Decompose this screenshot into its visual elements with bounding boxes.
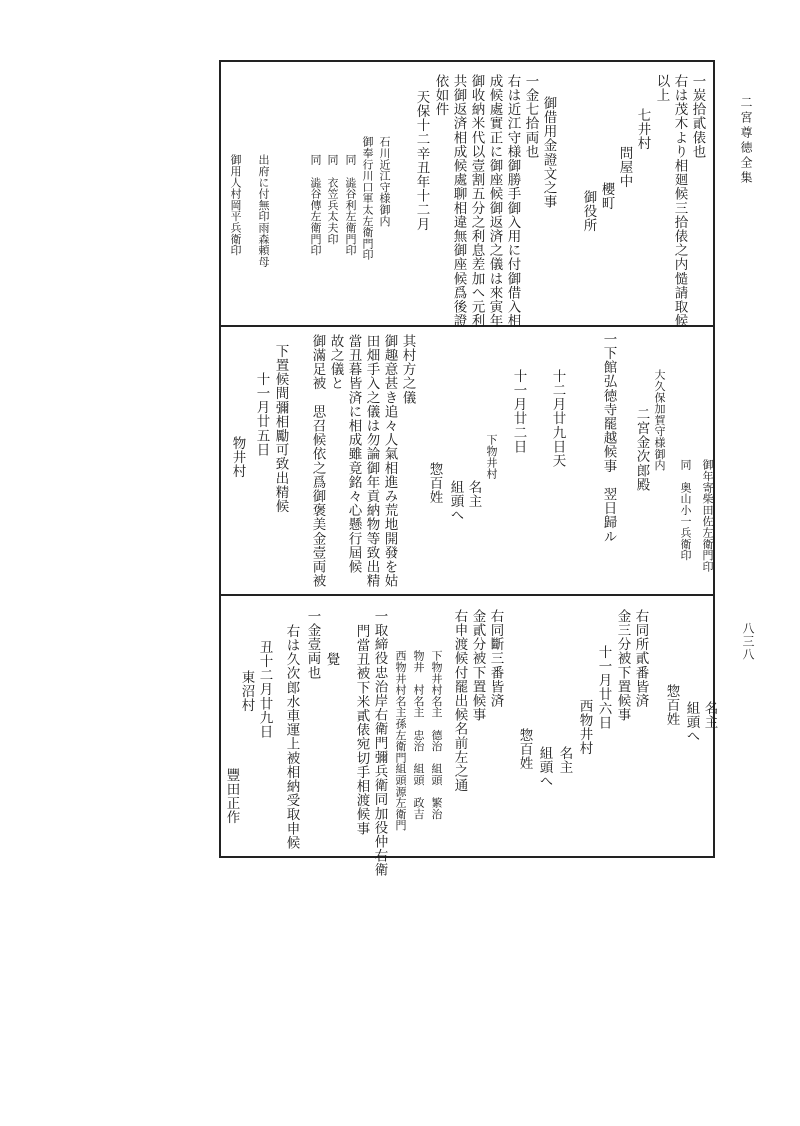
text-column: 石川近江守様御内: [378, 136, 391, 227]
text-column: 名主: [556, 746, 573, 775]
document-frame: [219, 60, 718, 877]
page-number: 八三八: [741, 622, 755, 661]
text-column: 御奉行川口軍太左衛門印: [361, 136, 374, 261]
text-column: 同 澁谷傳左衛門印: [309, 154, 322, 256]
text-column: 丑十二月廿九日: [256, 640, 273, 739]
text-column: 惣百姓: [663, 684, 680, 727]
text-column: 右申渡候付罷出候名前左之通: [451, 609, 468, 793]
text-column: 惣百姓: [426, 462, 443, 505]
text-column: 組頭へ: [536, 746, 553, 789]
text-column: 右は近江守様御勝手御入用に付御借入相: [504, 74, 521, 328]
text-column: 十一月廿六日: [595, 645, 612, 730]
text-column: 門當丑被下米貳俵宛切手相渡候事: [353, 624, 370, 836]
text-column: 右は茂木より相廻候三拾俵之内慥請取候: [671, 74, 688, 328]
text-column: 覺: [323, 652, 340, 667]
text-column: 一金壹両也: [304, 609, 321, 680]
text-column: 西物井村名主孫左衛門組頭源左衛門: [394, 650, 407, 831]
text-column: 下物井村名主 德治 組頭 繁治: [430, 650, 443, 820]
text-column: 西物井村: [576, 699, 593, 756]
text-column: 組頭へ: [447, 480, 464, 523]
text-column: 惣百姓: [516, 728, 533, 771]
text-column: 右は久次郎水車運上被相納受取申候: [283, 624, 300, 850]
text-column: 名主: [701, 701, 718, 730]
text-column: 同 奥山小一兵衛印: [679, 459, 692, 561]
section-divider-top: [221, 325, 713, 327]
text-column: 成候處實正に御座候御返済之儀は來寅年: [486, 74, 503, 328]
text-column: 御年寄柴田佐左衛門印: [701, 459, 714, 572]
text-column: 一取締役忠治岸右衛門彌兵衛同加役仲右衛: [371, 609, 388, 877]
text-column: 故之儀と: [327, 334, 344, 391]
section-divider-bottom: [221, 594, 713, 596]
text-column: 名主: [465, 480, 482, 509]
text-column: 天保十二辛丑年十二月: [413, 90, 430, 231]
text-column: 右同斷三番皆済: [487, 609, 504, 708]
text-column: 問屋中: [616, 146, 633, 189]
text-column: 一金七拾両也: [522, 74, 539, 159]
text-column: 依如件: [432, 74, 449, 117]
text-column: 物井村: [229, 436, 246, 479]
text-column: 御用人村岡平兵衛印: [229, 154, 242, 256]
text-column: 豐田正作: [223, 768, 240, 825]
text-column: 共御返済相成候處聊相違無御座候爲後證: [450, 74, 467, 328]
text-column: 右同所貳番皆済: [632, 609, 649, 708]
text-column: 七井村: [634, 108, 651, 151]
text-column: 以上: [653, 74, 670, 103]
text-column: 大久保加賀守様御内: [653, 369, 666, 471]
text-column: 櫻町: [598, 182, 615, 211]
text-column: 十一月廿二日: [510, 369, 527, 454]
text-column: 一炭拾貳俵也: [689, 74, 706, 159]
text-column: 東沼村: [238, 670, 255, 713]
text-column: 其村方之儀: [399, 334, 416, 405]
text-column: 同 衣笠兵太夫印: [326, 154, 339, 245]
text-column: 御滿足被 思召候依之爲御褒美金壹両被: [309, 334, 326, 588]
text-column: 田畑手入之儀は勿論御年貢納物等致出精: [363, 334, 380, 588]
text-column: 出府に付無印雨森頼母: [257, 154, 270, 267]
text-column: 組頭へ: [683, 701, 700, 744]
text-column: 當丑暮皆済に相成雖竟銘々心懸行屆候: [345, 334, 362, 574]
text-column: 御借用金證文之事: [540, 96, 557, 209]
text-column: 金三分被下置候事: [614, 609, 631, 722]
text-column: 同 澁谷利左衛門印: [344, 154, 357, 256]
text-column: 御趣意甚き追々人氣相進み荒地開發を姑: [381, 334, 398, 588]
text-column: 御收納米代以壹割五分之利息差加へ元利: [468, 74, 485, 328]
text-column: 金貳分被下置候事: [469, 609, 486, 722]
text-column: 物井 村名主 忠治 組頭 政吉: [412, 650, 425, 820]
text-column: 下物井村: [485, 434, 498, 480]
text-column: 十二月廿九日天: [549, 369, 566, 468]
text-column: 十一月廿五日: [253, 372, 270, 457]
running-title: 二宮尊徳全集: [739, 96, 753, 186]
text-column: 下置候間彌相勵可致出精候: [272, 344, 289, 514]
text-column: 御役所: [580, 190, 597, 233]
text-column: 一下館弘徳寺罷越候事 翌日歸ル: [600, 332, 617, 544]
text-column: 二宮金次郎殿: [633, 407, 650, 492]
